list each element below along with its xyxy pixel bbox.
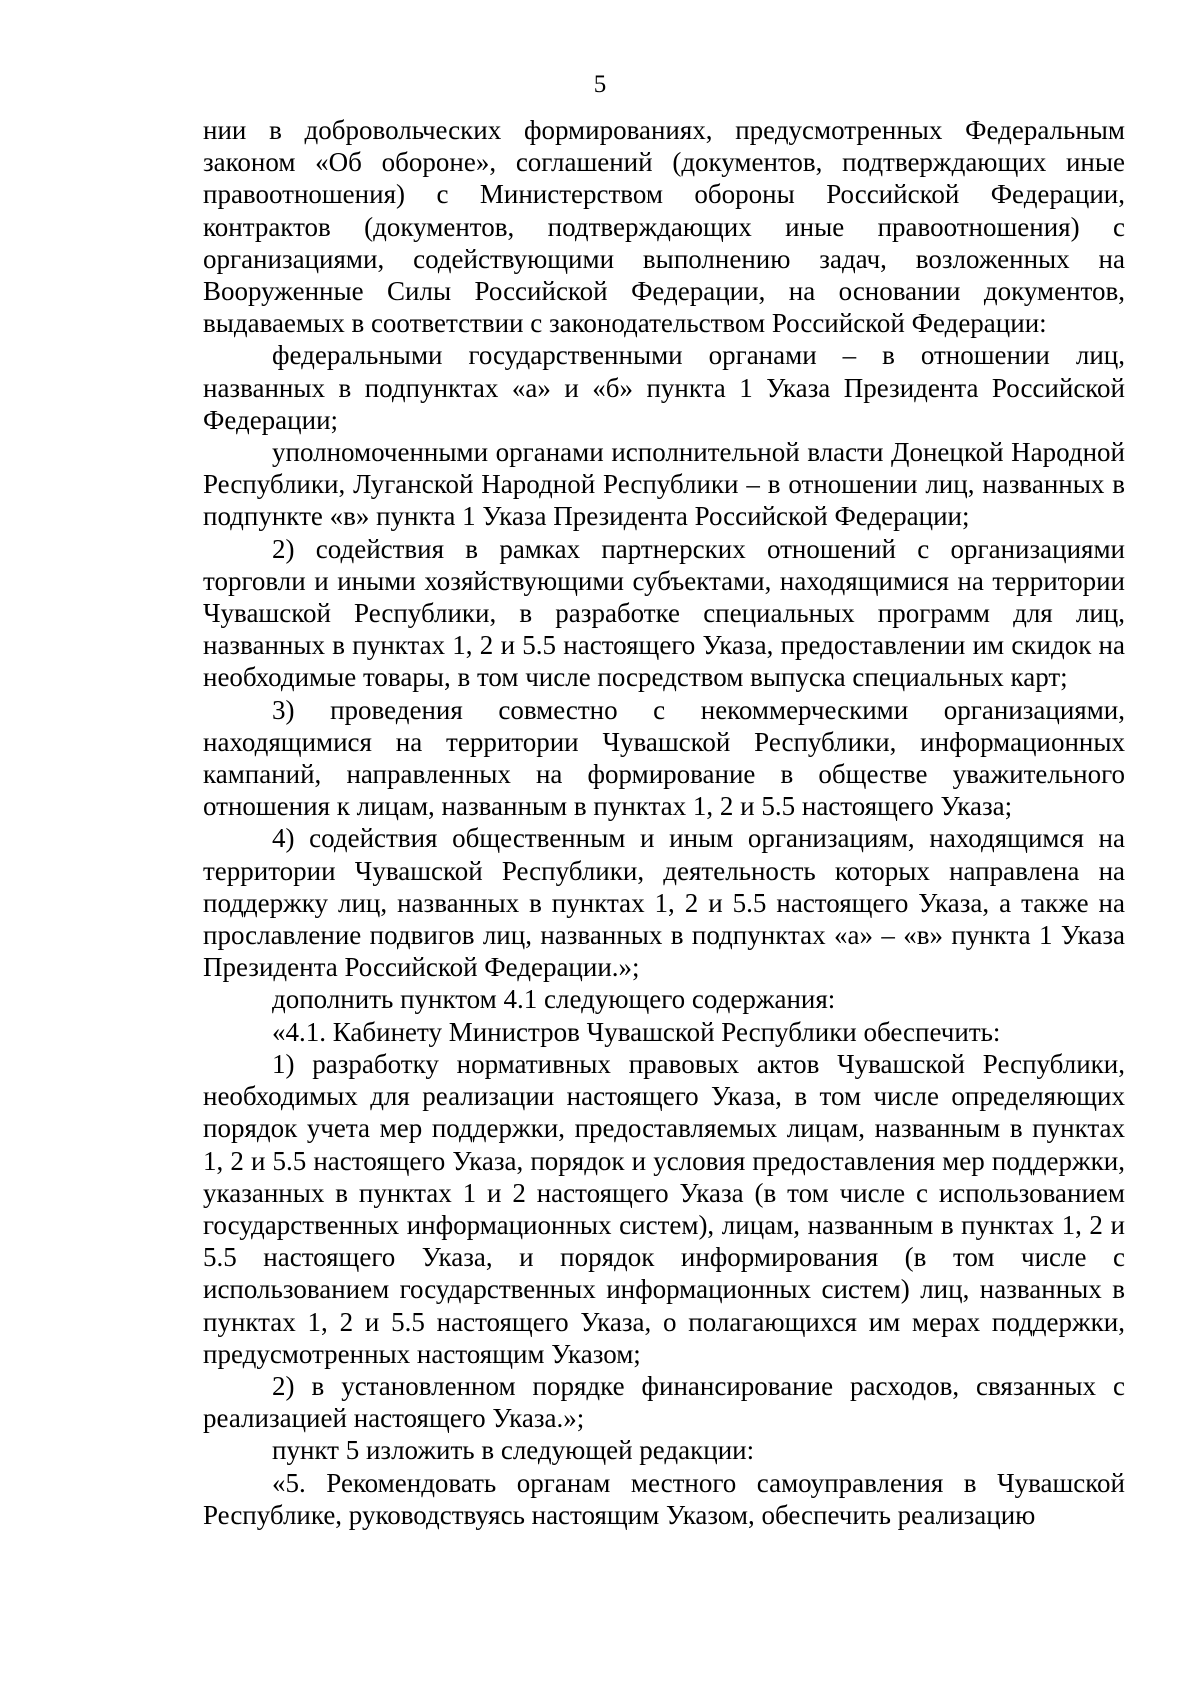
paragraph-clause-4-1-item-1: 1) разработку нормативных правовых актов Чувашской Республики, необходимых для реализации настоящего Указа, в том числе определяющих порядок учета мер поддержки, предоставляемых лицам, названным в пунктах 1, 2 и 5.5 настоящего Указа, порядок и условия предоставления мер поддержки, указанных в пунктах 1 и 2 настоящего Указа (в том числе с использованием государственных информационных систем), лицам, названным в пунктах 1, 2 и 5.5 настоящего Указа, и порядок информирования (в том числе с использованием государственных информационных систем) лиц, названных в пунктах 1, 2 и 5.5 настоящего Указа, о полагающихся им мерах поддержки, предусмотренных настоящим Указом; [203,1048,1125,1369]
page-number: 5 [593,71,607,98]
paragraph-federal-bodies: федеральными государственными органами – в отношении лиц, названных в подпунктах «а» и «б» пункта 1 Указа Президента Российской Федерации; [203,340,1125,435]
paragraph-clause-5-intro: пункт 5 изложить в следующей редакции: [272,1435,755,1466]
paragraph-clause-4-1-item-2: 2) в установленном порядке финансирование расходов, связанных с реализацией настоящего Указа.»; [203,1370,1125,1434]
paragraph-add-clause-4-1: дополнить пунктом 4.1 следующего содержания: [272,984,836,1015]
paragraph-item-2: 2) содействия в рамках партнерских отношений с организациями торговли и иными хозяйствующими субъектами, находящимися на территории Чувашской Республики, в разработке специальных программ для лиц, названных в пунктах 1, 2 и 5.5 настоящего Указа, предоставлении им скидок на необходимые товары, в том числе посредством выпуска специальных карт; [203,533,1125,693]
paragraph-clause-4-1: «4.1. Кабинету Министров Чувашской Республики обеспечить: [272,1016,1001,1047]
paragraph-authorized-bodies: уполномоченными органами исполнительной власти Донецкой Народной Республики, Луганской Народной Республики – в отношении лиц, названных в подпункте «в» пункта 1 Указа Президента Российской Федерации; [203,437,1125,532]
paragraph-continuation: нии в добровольческих формированиях, предусмотренных Федеральным законом «Об обороне», соглашений (документов, подтверждающих иные правоотношения) с Министерством обороны Российской Федерации, контрактов (документов, подтверждающих иные правоотношения) с организациями, содействующими выполнению задач, возложенных на Вооруженные Силы Российской Федерации, на основании документов, выдаваемых в соответствии с законодательством Российской Федерации: [203,115,1125,339]
paragraph-clause-5: «5. Рекомендовать органам местного самоуправления в Чувашской Республике, руководствуясь настоящим Указом, обеспечить реализацию [203,1467,1125,1530]
paragraph-item-3: 3) проведения совместно с некоммерческими организациями, находящимися на территории Чувашской Республики, информационных кампаний, направленных на формирование в обществе уважительного отношения к лицам, названным в пунктах 1, 2 и 5.5 настоящего Указа; [203,694,1125,822]
document-body [203,114,1125,1531]
paragraph-item-4: 4) содействия общественным и иным организациям, находящимся на территории Чувашской Республики, деятельность которых направлена на поддержку лиц, названных в пунктах 1, 2 и 5.5 настоящего Указа, а также на прославление подвигов лиц, названных в подпунктах «а» – «в» пункта 1 Указа Президента Российской Федерации.»; [203,823,1125,983]
